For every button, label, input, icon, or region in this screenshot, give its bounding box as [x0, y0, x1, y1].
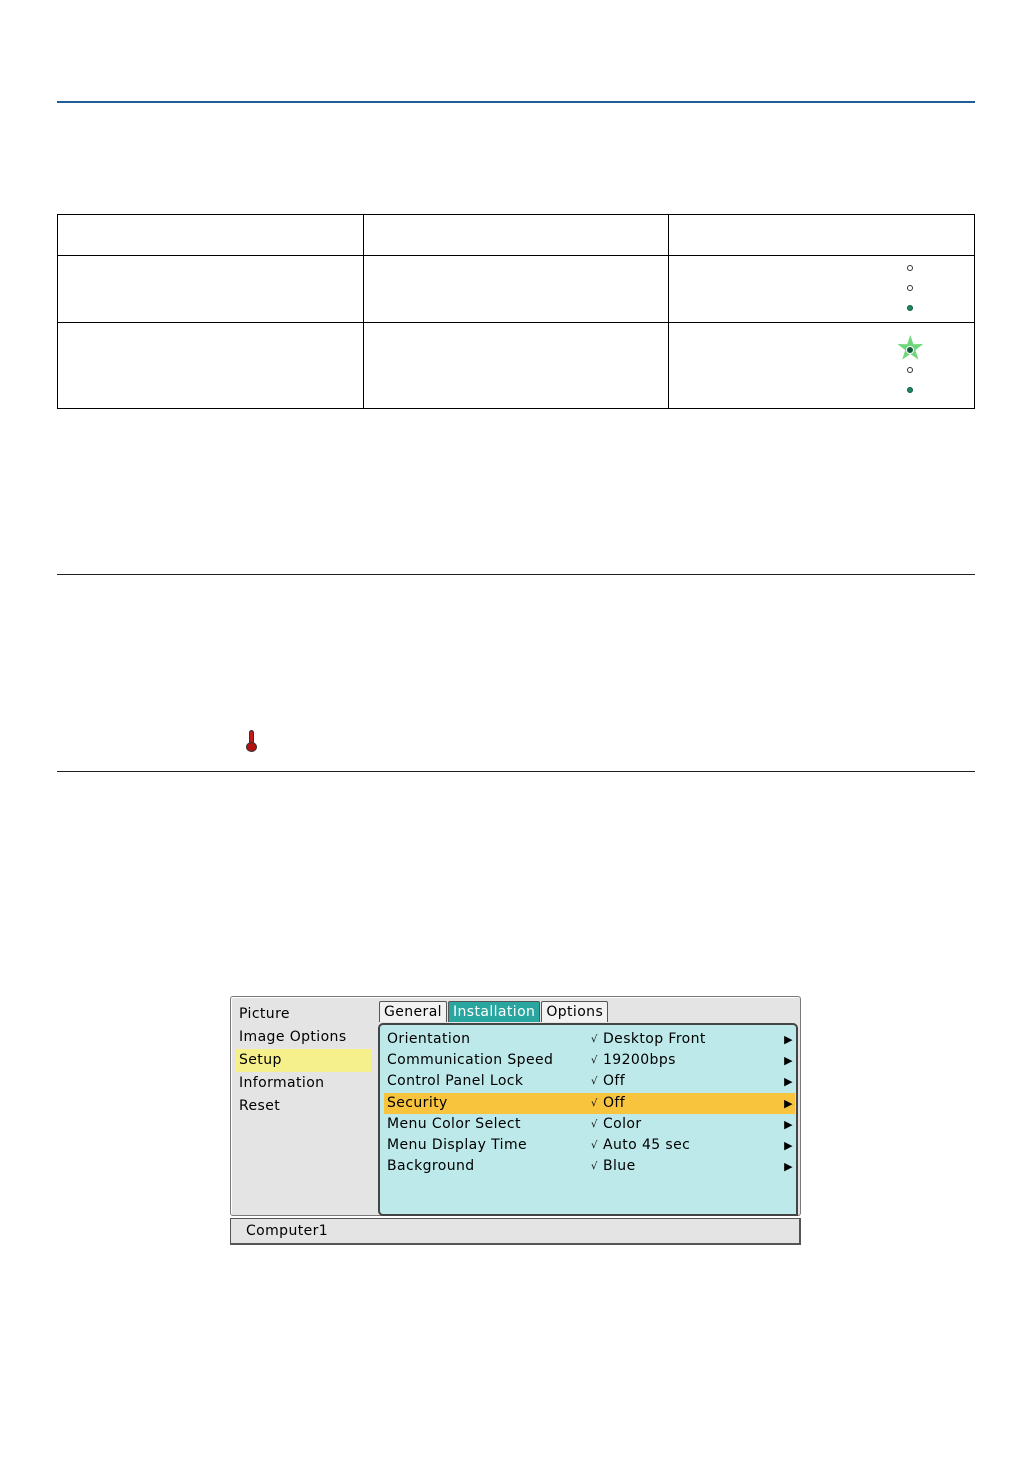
table-cell [363, 256, 669, 323]
osd-panel [230, 996, 801, 1216]
arrow-right-icon[interactable]: ▶ [784, 1075, 793, 1089]
header-cell [669, 215, 975, 256]
arrow-right-icon[interactable]: ▶ [784, 1096, 793, 1110]
osd-row-value: Desktop Front [603, 1031, 706, 1047]
osd-row-value: Blue [603, 1158, 636, 1175]
osd-row-value: Off [603, 1094, 626, 1111]
indicator-cell [669, 323, 975, 409]
table-cell [58, 256, 364, 323]
osd-row-label: Security [387, 1094, 448, 1111]
check-icon: √ [591, 1055, 598, 1067]
osd-row-menu-color-select[interactable] [384, 1114, 795, 1135]
osd-status-bar: Computer1 [230, 1218, 801, 1245]
osd-row-communication-speed[interactable] [384, 1050, 795, 1071]
check-icon: √ [591, 1118, 598, 1130]
divider-rule [57, 771, 975, 772]
table-row [58, 256, 975, 323]
header-cell [363, 215, 669, 256]
osd-left-item-picture[interactable]: Picture [239, 1006, 290, 1022]
osd-left-item-reset[interactable]: Reset [239, 1098, 281, 1114]
arrow-right-icon[interactable]: ▶ [784, 1139, 793, 1152]
arrow-right-icon[interactable]: ▶ [784, 1160, 793, 1174]
table-header-row [58, 215, 975, 256]
projector-osd-menu [230, 996, 801, 1245]
indicator-off-icon [907, 265, 913, 271]
osd-row-label: Communication Speed [387, 1052, 554, 1069]
check-icon: √ [591, 1161, 598, 1173]
osd-row-value: 19200bps [603, 1052, 676, 1069]
osd-row-value: Color [603, 1115, 642, 1132]
arrow-right-icon[interactable]: ▶ [784, 1054, 793, 1068]
osd-row-label: Control Panel Lock [387, 1073, 524, 1090]
osd-row-label: Menu Color Select [387, 1115, 521, 1132]
indicator-on-icon [907, 387, 913, 393]
osd-left-item-information[interactable]: Information [239, 1075, 325, 1091]
tab-installation[interactable]: Installation [448, 1001, 540, 1022]
check-icon: √ [591, 1076, 598, 1088]
tab-options[interactable]: Options [541, 1001, 608, 1022]
osd-row-background[interactable] [384, 1156, 795, 1177]
indicator-on-icon [907, 305, 913, 311]
indicator-cell [669, 256, 975, 323]
osd-left-menu [235, 1003, 371, 1118]
divider-rule [57, 574, 975, 575]
arrow-right-icon[interactable]: ▶ [784, 1033, 793, 1046]
table-row [58, 323, 975, 409]
osd-row-label: Orientation [387, 1031, 471, 1047]
osd-row-label: Background [387, 1158, 475, 1175]
tab-general[interactable]: General [379, 1001, 447, 1022]
osd-tab-bar [379, 1001, 609, 1023]
indicator-off-icon [907, 285, 913, 291]
osd-settings-list [378, 1023, 798, 1216]
osd-row-orientation[interactable] [384, 1029, 795, 1050]
arrow-right-icon[interactable]: ▶ [784, 1117, 793, 1131]
osd-row-label: Menu Display Time [387, 1137, 528, 1153]
osd-row-security[interactable] [384, 1093, 795, 1114]
check-icon: √ [591, 1140, 598, 1151]
osd-row-control-panel-lock[interactable] [384, 1071, 795, 1092]
top-rule [57, 101, 975, 103]
osd-row-value: Auto 45 sec [603, 1137, 691, 1153]
check-icon: √ [591, 1097, 598, 1109]
table-cell [58, 323, 364, 409]
osd-row-menu-display-time[interactable] [384, 1135, 795, 1156]
osd-row-value: Off [603, 1073, 626, 1090]
osd-left-item-setup[interactable]: Setup [235, 1049, 371, 1072]
status-table [57, 214, 975, 409]
thermometer-icon [246, 730, 257, 752]
header-cell [58, 215, 364, 256]
indicator-off-icon [907, 367, 913, 373]
check-icon: √ [591, 1034, 598, 1045]
osd-left-item-image-options[interactable]: Image Options [239, 1029, 347, 1045]
table-cell [363, 323, 669, 409]
